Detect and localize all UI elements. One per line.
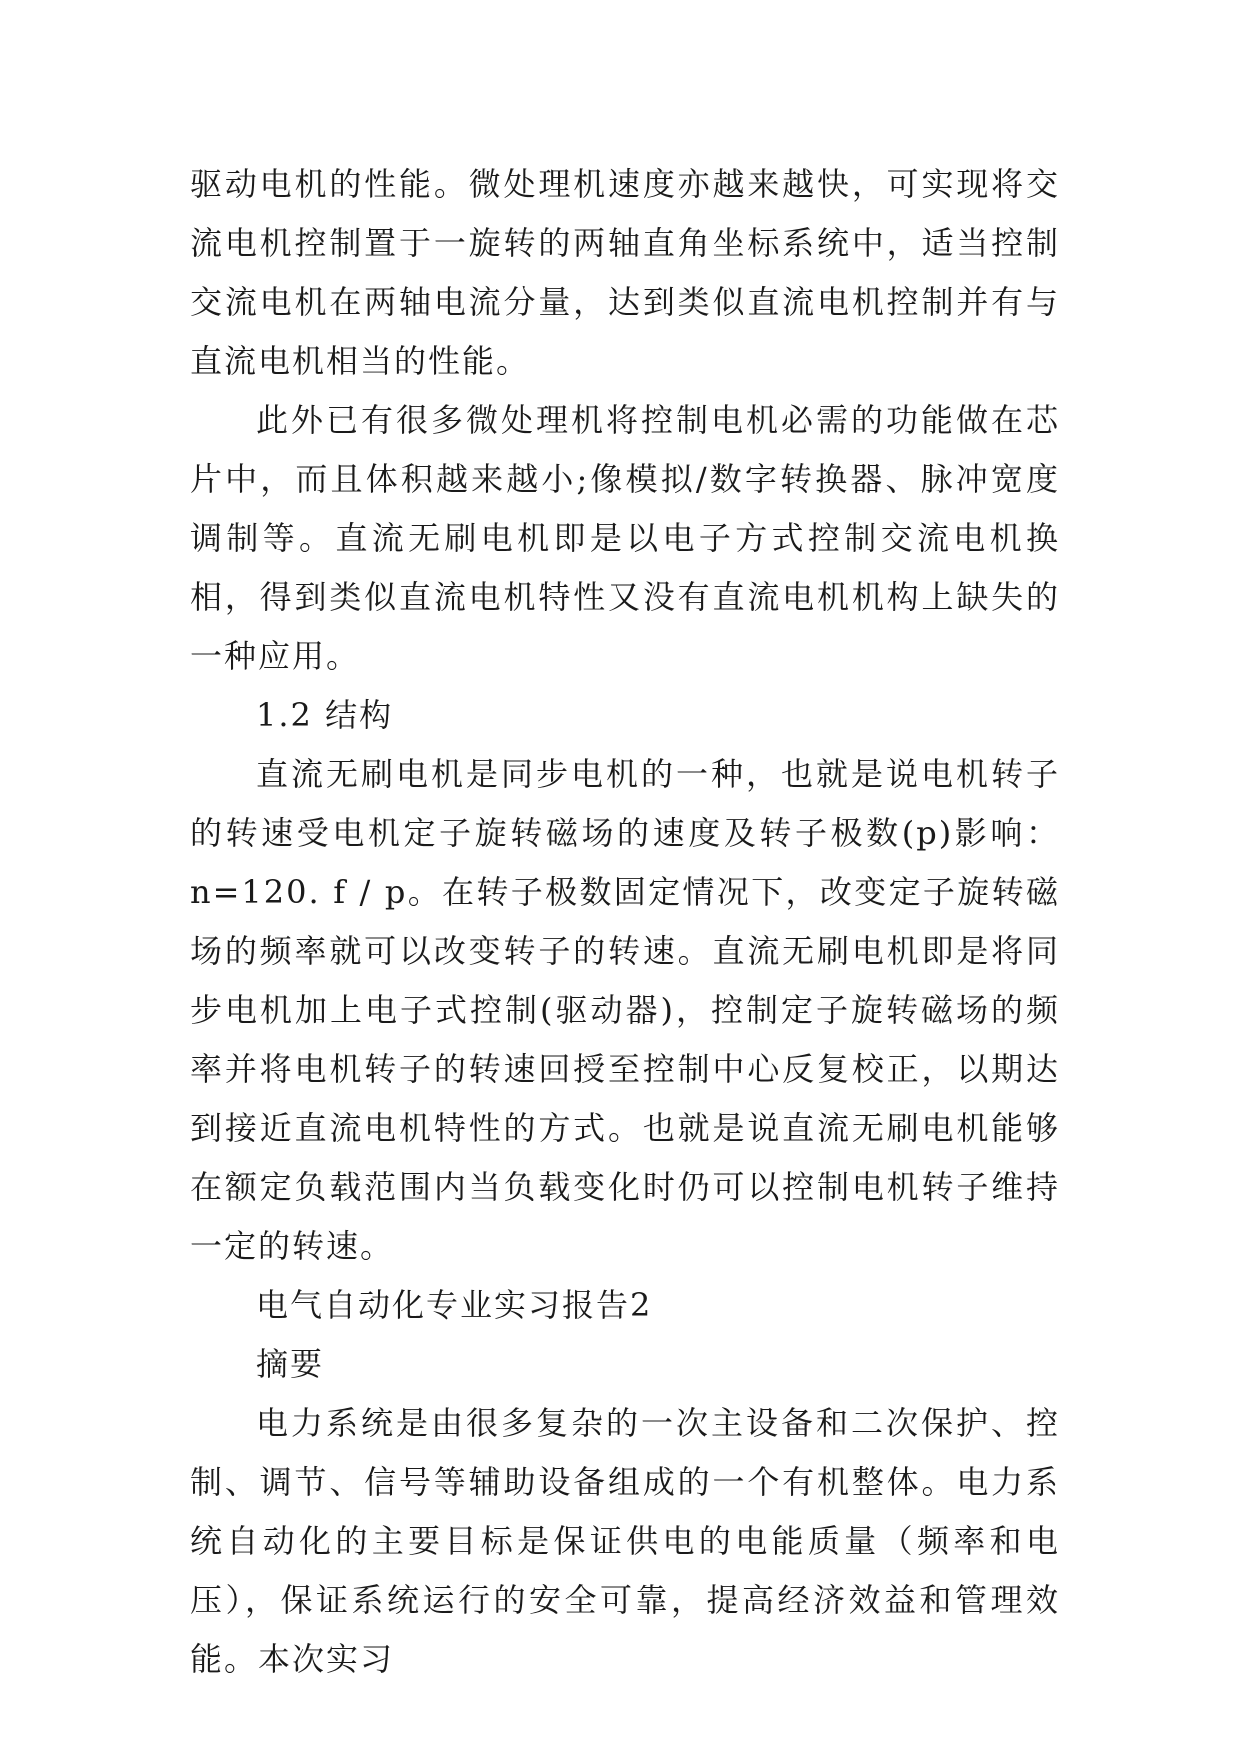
- paragraph-microprocessor: 此外已有很多微处理机将控制电机必需的功能做在芯片中，而且体积越来越小;像模拟/数字转换器、脉冲宽度调制等。直流无刷电机即是以电子方式控制交流电机换相，得到类似直流电机特性又没有直流电机机构上缺失的一种应用。: [190, 401, 1060, 675]
- paragraph-abstract: 电力系统是由很多复杂的一次主设备和二次保护、控制、调节、信号等辅助设备组成的一个有机整体。电力系统自动化的主要目标是保证供电的电能质量（频率和电压），保证系统运行的安全可靠，提高经济效益和管理效能。本次实习: [190, 1404, 1060, 1678]
- paragraph-structure: 直流无刷电机是同步电机的一种，也就是说电机转子的转速受电机定子旋转磁场的速度及转子极数(p)影响：n=120. f / p。在转子极数固定情况下，改变定子旋转磁场的频率就可以改变转子的转速。直流无刷电机即是将同步电机加上电子式控制(驱动器)，控制定子旋转磁场的频率并将电机转子的转速回授至控制中心反复校正，以期达到接近直流电机特性的方式。也就是说直流无刷电机能够在额定负载范围内当负载变化时仍可以控制电机转子维持一定的转速。: [190, 755, 1060, 1265]
- document-page: [190, 155, 1060, 1689]
- paragraph-intro-continuation: 驱动电机的性能。微处理机速度亦越来越快，可实现将交流电机控制置于一旋转的两轴直角坐标系统中，适当控制交流电机在两轴电流分量，达到类似直流电机控制并有与直流电机相当的性能。: [190, 165, 1060, 380]
- section-heading-structure: 1.2 结构: [256, 696, 394, 734]
- report-title: 电气自动化专业实习报告2: [256, 1286, 653, 1324]
- abstract-heading: 摘要: [256, 1345, 325, 1383]
